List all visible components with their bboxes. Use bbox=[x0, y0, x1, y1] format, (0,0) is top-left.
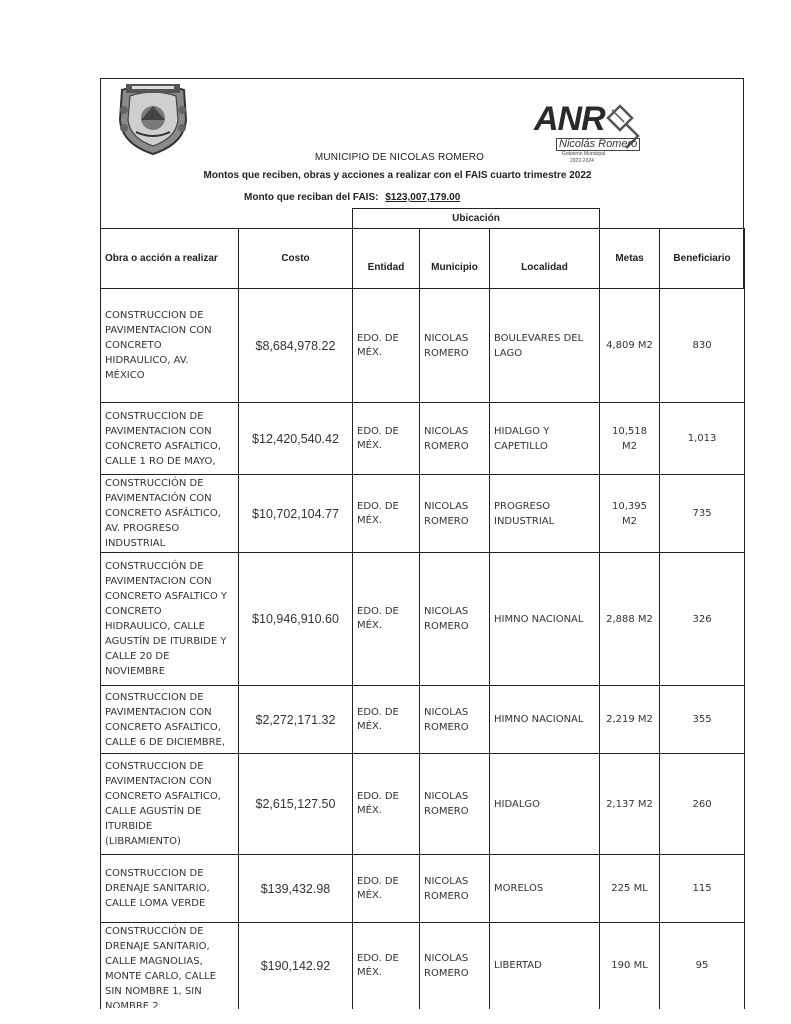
obra-line: AV. PROGRESO bbox=[105, 523, 180, 534]
obra-line: PAVIMENTACION CON bbox=[105, 776, 212, 787]
entidad-line: EDO. DE bbox=[357, 332, 399, 344]
fais-works-table bbox=[100, 208, 745, 1009]
table-row bbox=[101, 686, 745, 754]
cell-localidad bbox=[490, 289, 600, 403]
cell-costo: $12,420,540.42 bbox=[239, 403, 353, 475]
fais-amount-label: Monto que reciban del FAIS: bbox=[244, 192, 379, 203]
fais-amount-value: $123,007,179.00 bbox=[385, 192, 461, 203]
cell-entidad bbox=[353, 923, 420, 1009]
table-row bbox=[101, 475, 745, 553]
cell-costo: $190,142.92 bbox=[239, 923, 353, 1009]
cell-municipio bbox=[420, 754, 490, 855]
cell-entidad bbox=[353, 289, 420, 403]
entidad-line: MÉX. bbox=[357, 346, 382, 358]
obra-line: AGUSTÍN DE ITURBIDE Y bbox=[105, 636, 227, 647]
municipal-seal-image bbox=[108, 80, 198, 158]
header-costo: Costo bbox=[239, 229, 353, 289]
localidad-line: MORELOS bbox=[494, 883, 544, 894]
entidad-line: MÉX. bbox=[357, 439, 382, 451]
table-row bbox=[101, 754, 745, 855]
frame-top-line bbox=[100, 78, 744, 79]
obra-line: CONSTRUCCION DE bbox=[105, 868, 204, 879]
obra-line: PAVIMENTACION CON bbox=[105, 706, 212, 718]
cell-costo: $139,432.98 bbox=[239, 855, 353, 923]
header-ubicacion: Ubicación bbox=[353, 209, 600, 229]
obra-line: CALLE AGUSTÍN DE bbox=[105, 806, 202, 817]
entidad-line: EDO. DE bbox=[357, 500, 399, 512]
municipio-line: ROMERO bbox=[424, 515, 469, 527]
localidad-line: LAGO bbox=[494, 347, 523, 359]
cell-localidad bbox=[490, 754, 600, 855]
metas-line: M2 bbox=[622, 440, 638, 452]
obra-line: CONSTRUCCION DE bbox=[105, 761, 204, 772]
cell-beneficiario: 95 bbox=[660, 923, 745, 1009]
obra-line: CALLE LOMA VERDE bbox=[105, 898, 206, 909]
table-row bbox=[101, 289, 745, 403]
cell-metas bbox=[600, 289, 660, 403]
obra-line: CALLE 6 DE DICIEMBRE, bbox=[105, 736, 226, 748]
metas-line: 4,809 M2 bbox=[606, 340, 653, 351]
obra-line: MÉXICO bbox=[105, 370, 145, 381]
header-localidad: Localidad bbox=[490, 229, 600, 289]
table-body bbox=[101, 289, 745, 1009]
cell-municipio bbox=[420, 855, 490, 923]
table-row bbox=[101, 403, 745, 475]
cell-localidad bbox=[490, 403, 600, 475]
cell-localidad bbox=[490, 855, 600, 923]
obra-line: (LIBRAMIENTO) bbox=[105, 836, 181, 847]
cell-municipio bbox=[420, 289, 490, 403]
header-blank-right bbox=[600, 209, 745, 229]
municipio-line: NICOLAS bbox=[424, 791, 469, 802]
metas-line: 2,888 M2 bbox=[606, 613, 653, 625]
document-subtitle: Montos que reciben, obras y acciones a realizar con el FAIS cuarto trimestre 2022 bbox=[203, 170, 592, 181]
cell-localidad bbox=[490, 923, 600, 1009]
localidad-line: BOULEVARES DEL bbox=[494, 332, 584, 344]
cell-beneficiario: 115 bbox=[660, 855, 745, 923]
entidad-line: EDO. DE bbox=[357, 952, 399, 964]
obra-line: CONSTRUCCION DE bbox=[105, 310, 204, 321]
obra-line: CONCRETO bbox=[105, 606, 162, 617]
header-blank bbox=[101, 209, 353, 229]
localidad-line: HIDALGO Y bbox=[494, 425, 550, 437]
cell-entidad bbox=[353, 855, 420, 923]
localidad-line: HIMNO NACIONAL bbox=[494, 613, 584, 625]
cell-beneficiario: 735 bbox=[660, 475, 745, 553]
cell-metas bbox=[600, 923, 660, 1009]
municipio-line: ROMERO bbox=[424, 967, 469, 979]
obra-line: CONCRETO ASFALTICO, bbox=[105, 791, 221, 802]
obra-line: CALLE 1 RO DE MAYO, bbox=[105, 455, 216, 467]
entidad-line: MÉX. bbox=[357, 620, 382, 631]
cell-entidad bbox=[353, 754, 420, 855]
cell-beneficiario: 326 bbox=[660, 553, 745, 686]
cell-municipio bbox=[420, 475, 490, 553]
obra-line: CONSTRUCCION DE bbox=[105, 410, 204, 422]
document-title: MUNICIPIO DE NICOLAS ROMERO bbox=[314, 152, 485, 163]
cell-costo: $8,684,978.22 bbox=[239, 289, 353, 403]
cell-costo: $10,702,104.77 bbox=[239, 475, 353, 553]
municipio-line: NICOLAS bbox=[424, 952, 469, 964]
cell-municipio bbox=[420, 923, 490, 1009]
logo-line2: 2022-2024 bbox=[570, 158, 594, 164]
table-row bbox=[101, 855, 745, 923]
obra-line: HIDRAULICO, CALLE bbox=[105, 621, 205, 632]
obra-line: CONCRETO ASFALTICO, bbox=[105, 440, 221, 452]
entidad-line: EDO. DE bbox=[357, 791, 399, 802]
cell-metas bbox=[600, 855, 660, 923]
cell-metas bbox=[600, 754, 660, 855]
logo-name: Nicolás Romero bbox=[556, 138, 640, 151]
cell-entidad bbox=[353, 553, 420, 686]
metas-line: 10,518 bbox=[612, 425, 648, 437]
cell-localidad bbox=[490, 475, 600, 553]
cell-metas bbox=[600, 553, 660, 686]
obra-line: CONCRETO ASFALTICO Y bbox=[105, 591, 227, 602]
entidad-line: EDO. DE bbox=[357, 606, 399, 617]
obra-line: DRENAJE SANITARIO, bbox=[105, 883, 210, 894]
municipio-line: NICOLAS bbox=[424, 706, 469, 718]
cell-beneficiario: 830 bbox=[660, 289, 745, 403]
metas-line: 190 ML bbox=[611, 960, 648, 972]
logo-line1: Gobierno Municipal bbox=[562, 151, 606, 157]
localidad-line: HIMNO NACIONAL bbox=[494, 714, 584, 725]
metas-line: 2,219 M2 bbox=[606, 714, 653, 725]
municipio-line: NICOLAS bbox=[424, 332, 469, 344]
obra-line: CALLE MAGNOLIAS, bbox=[105, 955, 203, 967]
entidad-line: MÉX. bbox=[357, 805, 382, 816]
cell-beneficiario: 355 bbox=[660, 686, 745, 754]
cell-costo: $10,946,910.60 bbox=[239, 553, 353, 686]
municipio-line: ROMERO bbox=[424, 347, 469, 359]
header-metas: Metas bbox=[600, 229, 660, 289]
metas-line: 2,137 M2 bbox=[606, 798, 653, 810]
entidad-line: EDO. DE bbox=[357, 875, 399, 887]
cell-metas bbox=[600, 686, 660, 754]
cell-localidad bbox=[490, 686, 600, 754]
obra-line: PAVIMENTACION CON bbox=[105, 325, 212, 336]
cell-entidad bbox=[353, 403, 420, 475]
cell-entidad bbox=[353, 686, 420, 754]
cell-beneficiario: 260 bbox=[660, 754, 745, 855]
cell-obra bbox=[101, 855, 239, 923]
cell-costo: $2,615,127.50 bbox=[239, 754, 353, 855]
entidad-line: MÉX. bbox=[357, 889, 382, 901]
obra-line: CONSTRUCCIÓN DE bbox=[105, 561, 204, 572]
cell-obra bbox=[101, 923, 239, 1009]
cell-metas bbox=[600, 475, 660, 553]
obra-line: DRENAJE SANITARIO, bbox=[105, 940, 210, 952]
obra-line: HIDRAULICO, AV. bbox=[105, 355, 189, 366]
header-municipio: Municipio bbox=[420, 229, 490, 289]
obra-line: CONCRETO ASFÁLTICO, bbox=[105, 508, 221, 519]
obra-line: PAVIMENTACION CON bbox=[105, 425, 212, 437]
obra-line: CONSTRUCCION DE bbox=[105, 691, 204, 703]
obra-line: CONCRETO ASFALTICO, bbox=[105, 721, 221, 733]
entidad-line: MÉX. bbox=[357, 966, 382, 978]
localidad-line: HIDALGO bbox=[494, 798, 541, 810]
entidad-line: EDO. DE bbox=[357, 706, 399, 718]
cell-municipio bbox=[420, 403, 490, 475]
obra-line: PAVIMENTACIÓN CON bbox=[105, 493, 212, 504]
localidad-line: LIBERTAD bbox=[494, 960, 542, 972]
header-beneficiario: Beneficiario bbox=[660, 229, 745, 289]
cell-obra bbox=[101, 475, 239, 553]
entidad-line: EDO. DE bbox=[357, 425, 399, 437]
municipio-line: NICOLAS bbox=[424, 500, 469, 512]
obra-line: CONSTRUCCIÓN DE bbox=[105, 478, 204, 489]
cell-obra bbox=[101, 403, 239, 475]
obra-line: CONSTRUCCIÓN DE bbox=[105, 925, 204, 937]
obra-line: ITURBIDE bbox=[105, 821, 153, 832]
obra-line: NOMBRE 2 bbox=[105, 1000, 159, 1008]
municipio-line: ROMERO bbox=[424, 440, 469, 452]
cell-costo: $2,272,171.32 bbox=[239, 686, 353, 754]
cell-obra bbox=[101, 289, 239, 403]
obra-line: CALLE 20 DE bbox=[105, 651, 170, 662]
cell-localidad bbox=[490, 553, 600, 686]
localidad-line: PROGRESO bbox=[494, 500, 551, 512]
obra-line: SIN NOMBRE 1, SIN bbox=[105, 985, 202, 997]
cell-obra bbox=[101, 553, 239, 686]
fais-amount-line bbox=[244, 192, 460, 203]
obra-line: INDUSTRIAL bbox=[105, 538, 166, 549]
localidad-line: INDUSTRIAL bbox=[494, 515, 555, 527]
cell-municipio bbox=[420, 686, 490, 754]
metas-line: 10,395 bbox=[612, 500, 648, 512]
municipio-line: ROMERO bbox=[424, 806, 469, 817]
cell-metas bbox=[600, 403, 660, 475]
cell-entidad bbox=[353, 475, 420, 553]
obra-line: PAVIMENTACION CON bbox=[105, 576, 212, 587]
cell-obra bbox=[101, 754, 239, 855]
municipio-line: ROMERO bbox=[424, 621, 469, 632]
municipio-line: NICOLAS bbox=[424, 425, 469, 437]
logo-letters: ANR bbox=[534, 100, 605, 138]
cell-obra bbox=[101, 686, 239, 754]
obra-line: NOVIEMBRE bbox=[105, 666, 166, 677]
table-row bbox=[101, 553, 745, 686]
obra-line: CONCRETO bbox=[105, 340, 162, 351]
municipio-line: NICOLAS bbox=[424, 875, 469, 887]
entidad-line: MÉX. bbox=[357, 720, 382, 732]
municipio-line: ROMERO bbox=[424, 890, 469, 902]
header-entidad: Entidad bbox=[353, 229, 420, 289]
obra-line: MONTE CARLO, CALLE bbox=[105, 970, 217, 982]
localidad-line: CAPETILLO bbox=[494, 440, 548, 452]
table-row bbox=[101, 923, 745, 1009]
municipio-line: NICOLAS bbox=[424, 606, 469, 617]
header-obra: Obra o acción a realizar bbox=[101, 229, 239, 289]
municipio-line: ROMERO bbox=[424, 721, 469, 733]
cell-beneficiario: 1,013 bbox=[660, 403, 745, 475]
metas-line: 225 ML bbox=[611, 883, 648, 894]
cell-municipio bbox=[420, 553, 490, 686]
entidad-line: MÉX. bbox=[357, 514, 382, 526]
metas-line: M2 bbox=[622, 515, 638, 527]
